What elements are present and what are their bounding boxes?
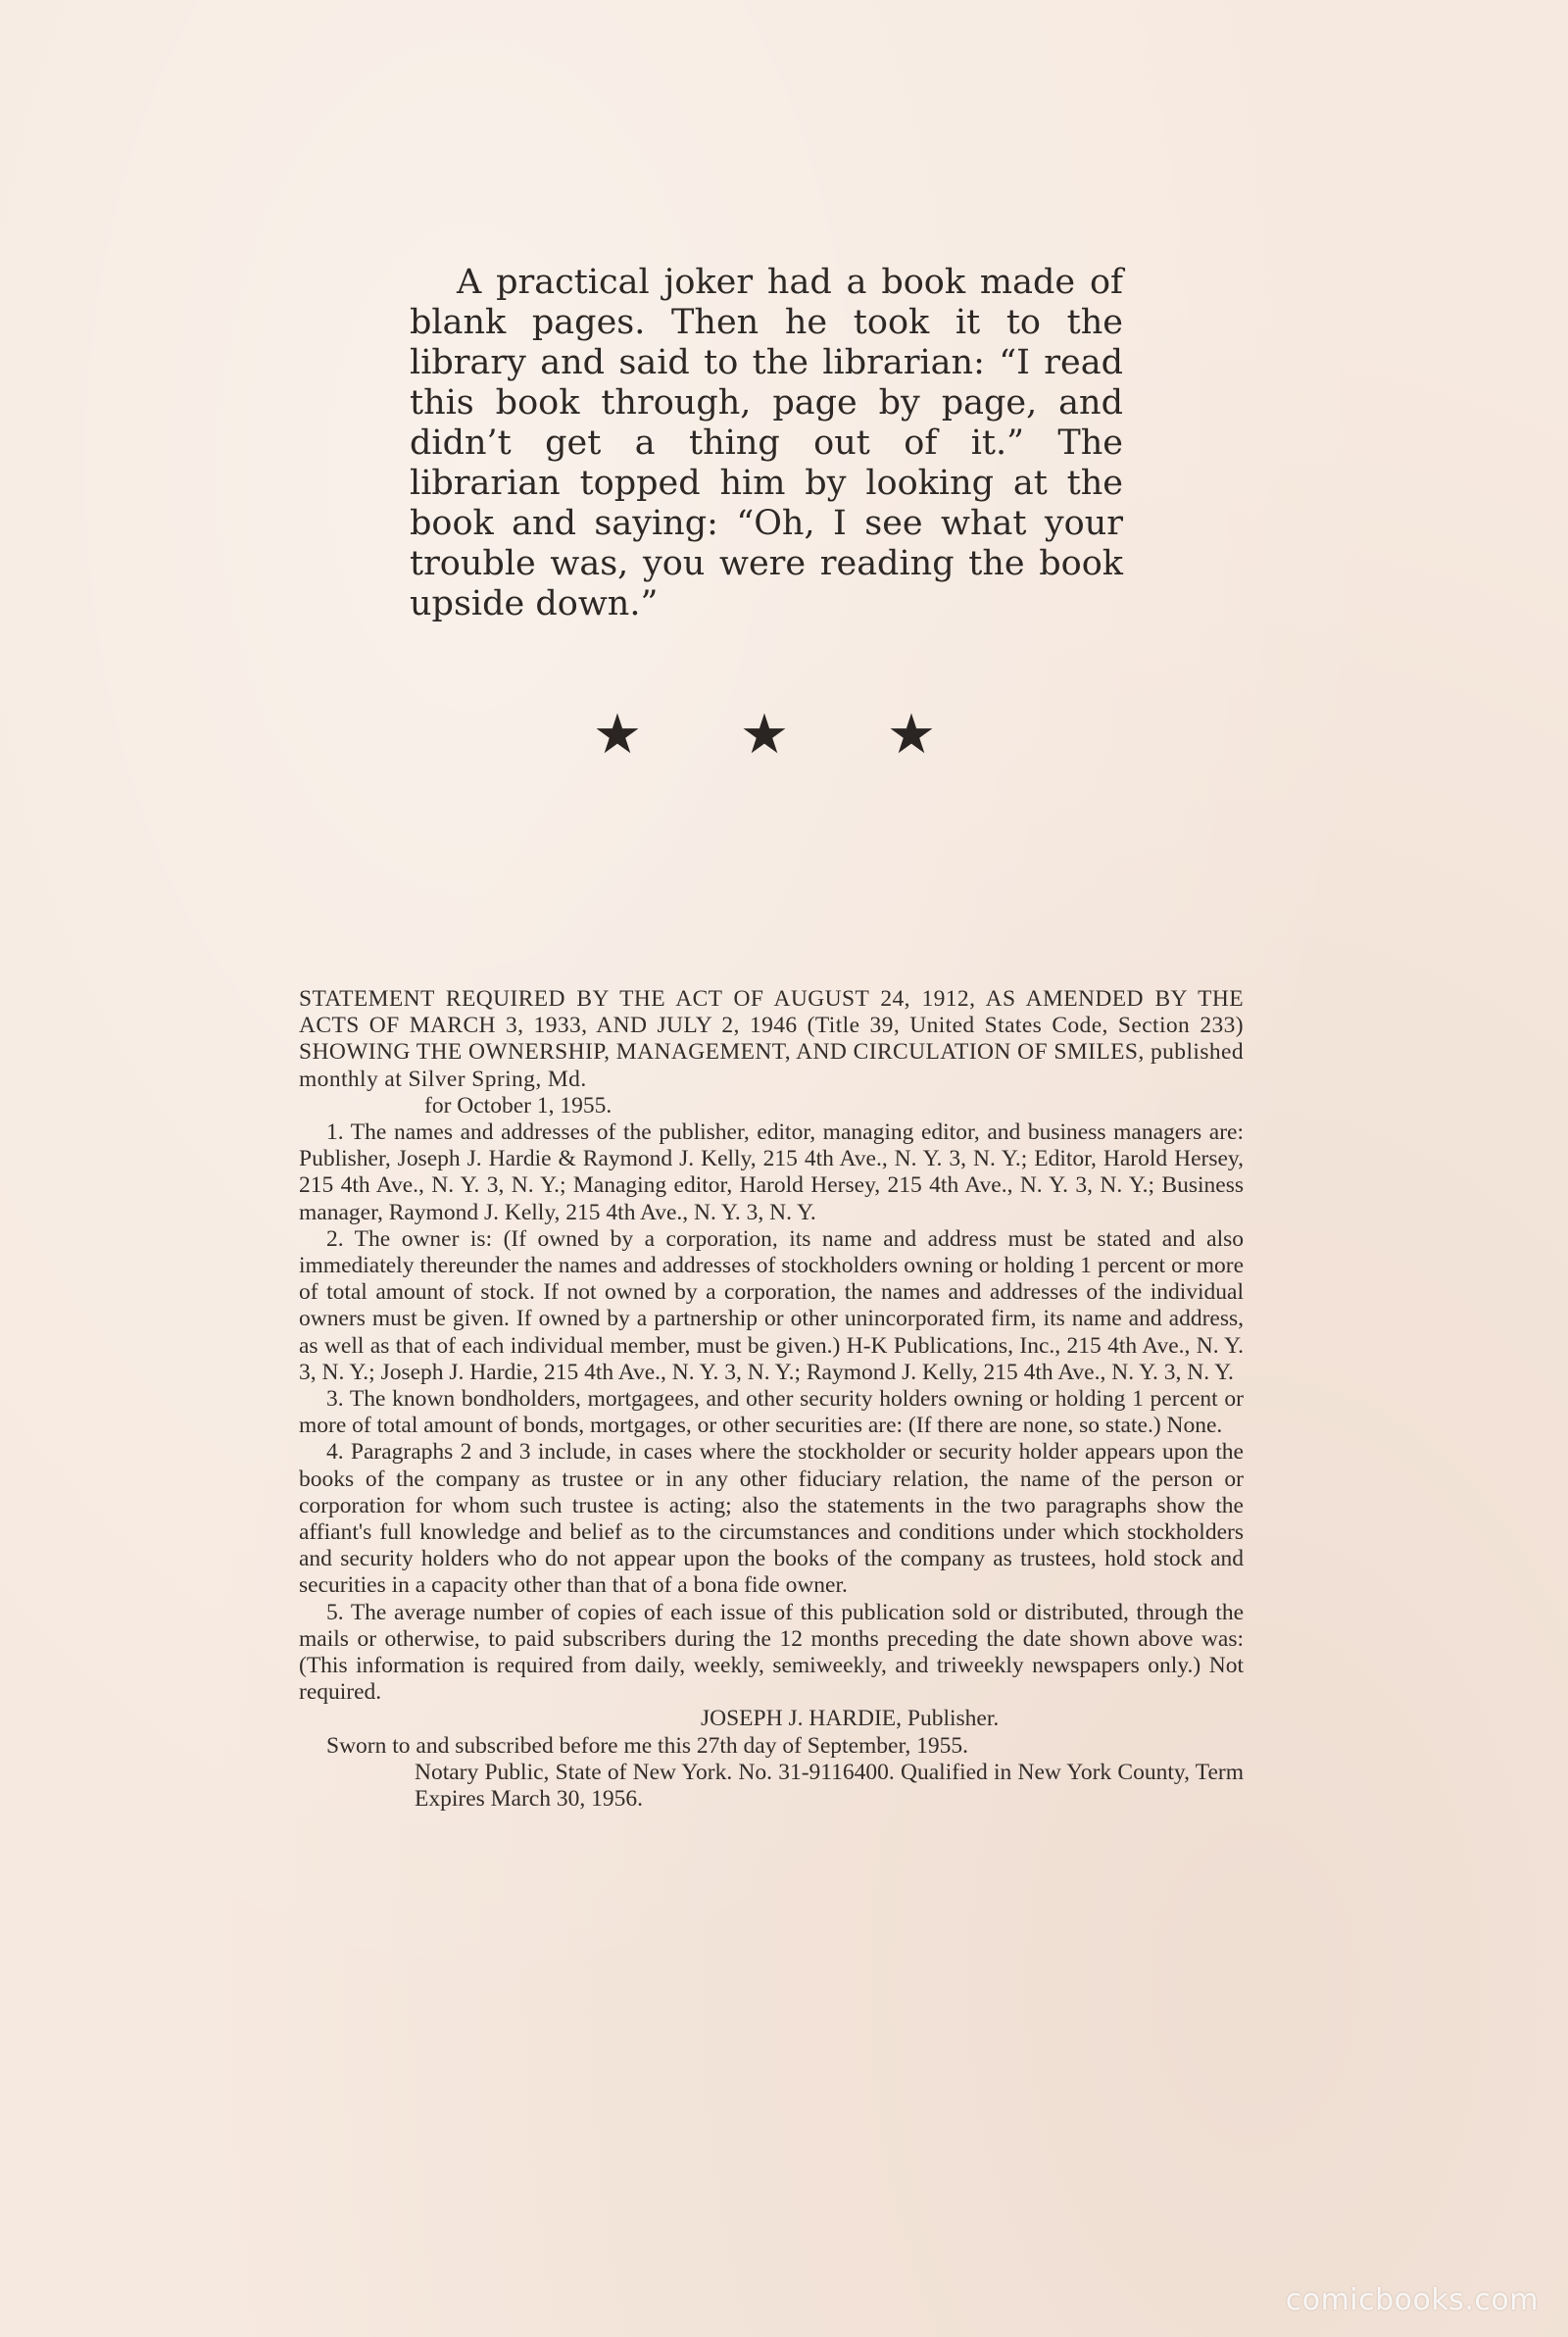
statement-paragraph-2: 2. The owner is: (If owned by a corporation, its name and address must be stated and also immediately thereunder the names and addresses of stockholders owning or holding 1 percent or more of total amount of stock. If not owned by a corporation, the names and addresses of the individual owners must be given. If owned by a partnership or other unincorporated firm, its name and address, as well as that of each individual member, must be given.) H-K Publications, Inc., 215 4th Ave., N. Y. 3, N. Y.; Joseph J. Hardie, 215 4th Ave., N. Y. 3, N. Y.; Raymond J. Kelly, 215 4th Ave., N. Y. 3, N. Y. <box>299 1225 1244 1385</box>
statement-paragraph-3: 3. The known bondholders, mortgagees, and other security holders owning or holding 1 percent or more of total amount of bonds, mortgages, or other securities are: (If there are none, so state.) None. <box>299 1386 1244 1439</box>
site-watermark: comicbooks.com <box>1285 2283 1539 2317</box>
publisher-signature: JOSEPH J. HARDIE, Publisher. <box>701 1706 1000 1732</box>
star-icon: ★ <box>739 703 790 767</box>
statement-date-line: for October 1, 1955. <box>424 1092 612 1119</box>
star-divider <box>588 703 941 767</box>
statement-paragraph-5: 5. The average number of copies of each issue of this publication sold or distributed, through the mails or otherwise, to paid subscribers during the 12 months preceding the date shown above was: (This information is required from daily, weekly, semiweekly, and triweekly newspapers only.) Not required. <box>299 1599 1244 1706</box>
star-icon: ★ <box>886 703 937 767</box>
joke-paragraph: A practical joker had a book made of blank pages. Then he took it to the library and said to the librarian: “I read this book through, page by page, and didn’t get a thing out of it.” The librarian topped him by looking at the book and saying: “Oh, I see what your trouble was, you were reading the book upside down.” <box>410 263 1123 623</box>
statement-paragraph-4: 4. Paragraphs 2 and 3 include, in cases where the stockholder or security holder appears upon the books of the company as trustee or in any other fiduciary relation, the name of the person or corporation for whom such trustee is acting; also the statements in the two paragraphs show the affiant's full knowledge and belief as to the circumstances and conditions under which stockholders and security holders who do not appear upon the books of the company as trustees, hold stock and securities in a capacity other than that of a bona fide owner. <box>299 1439 1244 1599</box>
sworn-line: Sworn to and subscribed before me this 27th day of September, 1955. <box>326 1732 968 1759</box>
statement-paragraph-1: 1. The names and addresses of the publisher, editor, managing editor, and business managers are: Publisher, Joseph J. Hardie & Raymond J. Kelly, 215 4th Ave., N. Y. 3, N. Y.; Editor, Harold Hersey, 215 4th Ave., N. Y. 3, N. Y.; Managing editor, Harold Hersey, 215 4th Ave., N. Y. 3, N. Y.; Business manager, Raymond J. Kelly, 215 4th Ave., N. Y. 3, N. Y. <box>299 1119 1244 1225</box>
ownership-statement <box>299 986 1244 1813</box>
statement-heading: STATEMENT REQUIRED BY THE ACT OF AUGUST 24, 1912, AS AMENDED BY THE ACTS OF MARCH 3, 1933, AND JULY 2, 1946 (Title 39, United States Code, Section 233) SHOWING THE OWNERSHIP, MANAGEMENT, AND CIRCULATION OF SMILES, published monthly at Silver Spring, Md. <box>299 986 1244 1092</box>
star-icon: ★ <box>592 703 643 767</box>
notary-block: Notary Public, State of New York. No. 31-9116400. Qualified in New York County, Term Expires March 30, 1956. <box>415 1759 1244 1813</box>
